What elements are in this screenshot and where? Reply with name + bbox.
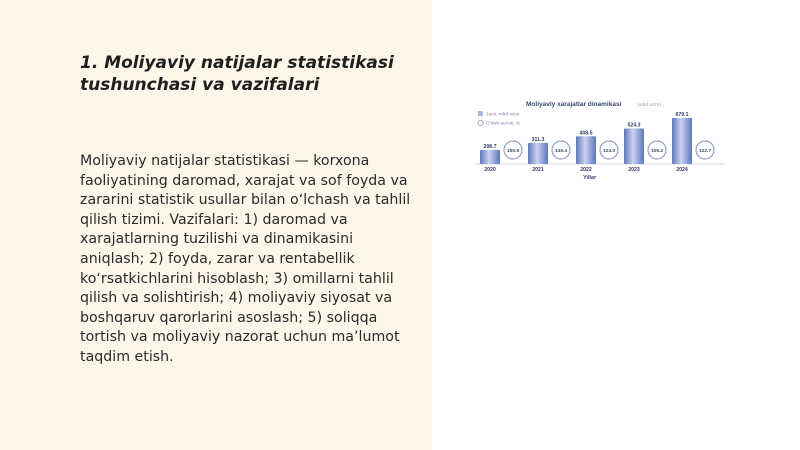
growth-value-label: 149.4 bbox=[554, 148, 568, 154]
legend-swatch-circle bbox=[478, 120, 483, 125]
bar-value-label: 524.3 bbox=[627, 122, 641, 129]
x-axis-label: Yillar bbox=[583, 175, 597, 180]
growth-value-label: 122.7 bbox=[698, 148, 712, 154]
growth-value-label: 124.0 bbox=[602, 148, 616, 154]
bar bbox=[672, 118, 692, 164]
slide-body-text: Moliyaviy natijalar statistikasi — korxona faoliyatining daromad, xarajat va sof foyda va zararini statistik usullar bilan oʻlchash va tahlil qilish tizimi. Vazifalari: 1) daromad va xarajatlarning tuzilishi va dinamikasini aniqlash; 2) foyda, zarar va rentabellik koʻrsatkichlarini hisoblash; 3) omillarni tahlil qilish va solishtirish; 4) moliyaviy siyosat va boshqaruv qarorlarini asoslash; 5) soliqqa tortish va moliyaviy nazorat uchun maʼlumot taqdim etish. bbox=[80, 153, 411, 365]
x-tick-label: 2024 bbox=[676, 167, 688, 173]
bar-value-label: 408.5 bbox=[579, 130, 593, 137]
chart-container bbox=[474, 96, 736, 180]
bar bbox=[528, 143, 548, 164]
slide-title: 1. Moliyaviy natijalar statistikasi tushunchasi va vazifalari bbox=[80, 53, 394, 95]
legend-label-circle: O'sish sur'ati, % bbox=[486, 121, 521, 127]
bar-value-label: 311.3 bbox=[531, 136, 545, 143]
bar-value-label: 208.7 bbox=[483, 143, 497, 150]
x-tick-label: 2021 bbox=[532, 167, 544, 173]
bar bbox=[576, 136, 596, 164]
x-tick-label: 2022 bbox=[580, 167, 592, 173]
growth-value-label: 150.8 bbox=[506, 148, 520, 154]
legend-swatch-bar bbox=[478, 111, 483, 116]
chart-title: Moliyaviy xarajatlar dinamikasi bbox=[526, 101, 622, 108]
chart-title-suffix: (mlrd so'm) bbox=[637, 103, 661, 108]
growth-value-label: 109.2 bbox=[650, 148, 664, 154]
bar bbox=[480, 150, 500, 164]
bar-value-label: 679.1 bbox=[675, 111, 689, 118]
x-tick-label: 2023 bbox=[628, 167, 640, 173]
bar-chart bbox=[474, 96, 736, 180]
legend-label-bar: Jami, mlrd so'm bbox=[486, 112, 520, 118]
x-tick-label: 2020 bbox=[484, 167, 496, 173]
bar bbox=[624, 128, 644, 164]
